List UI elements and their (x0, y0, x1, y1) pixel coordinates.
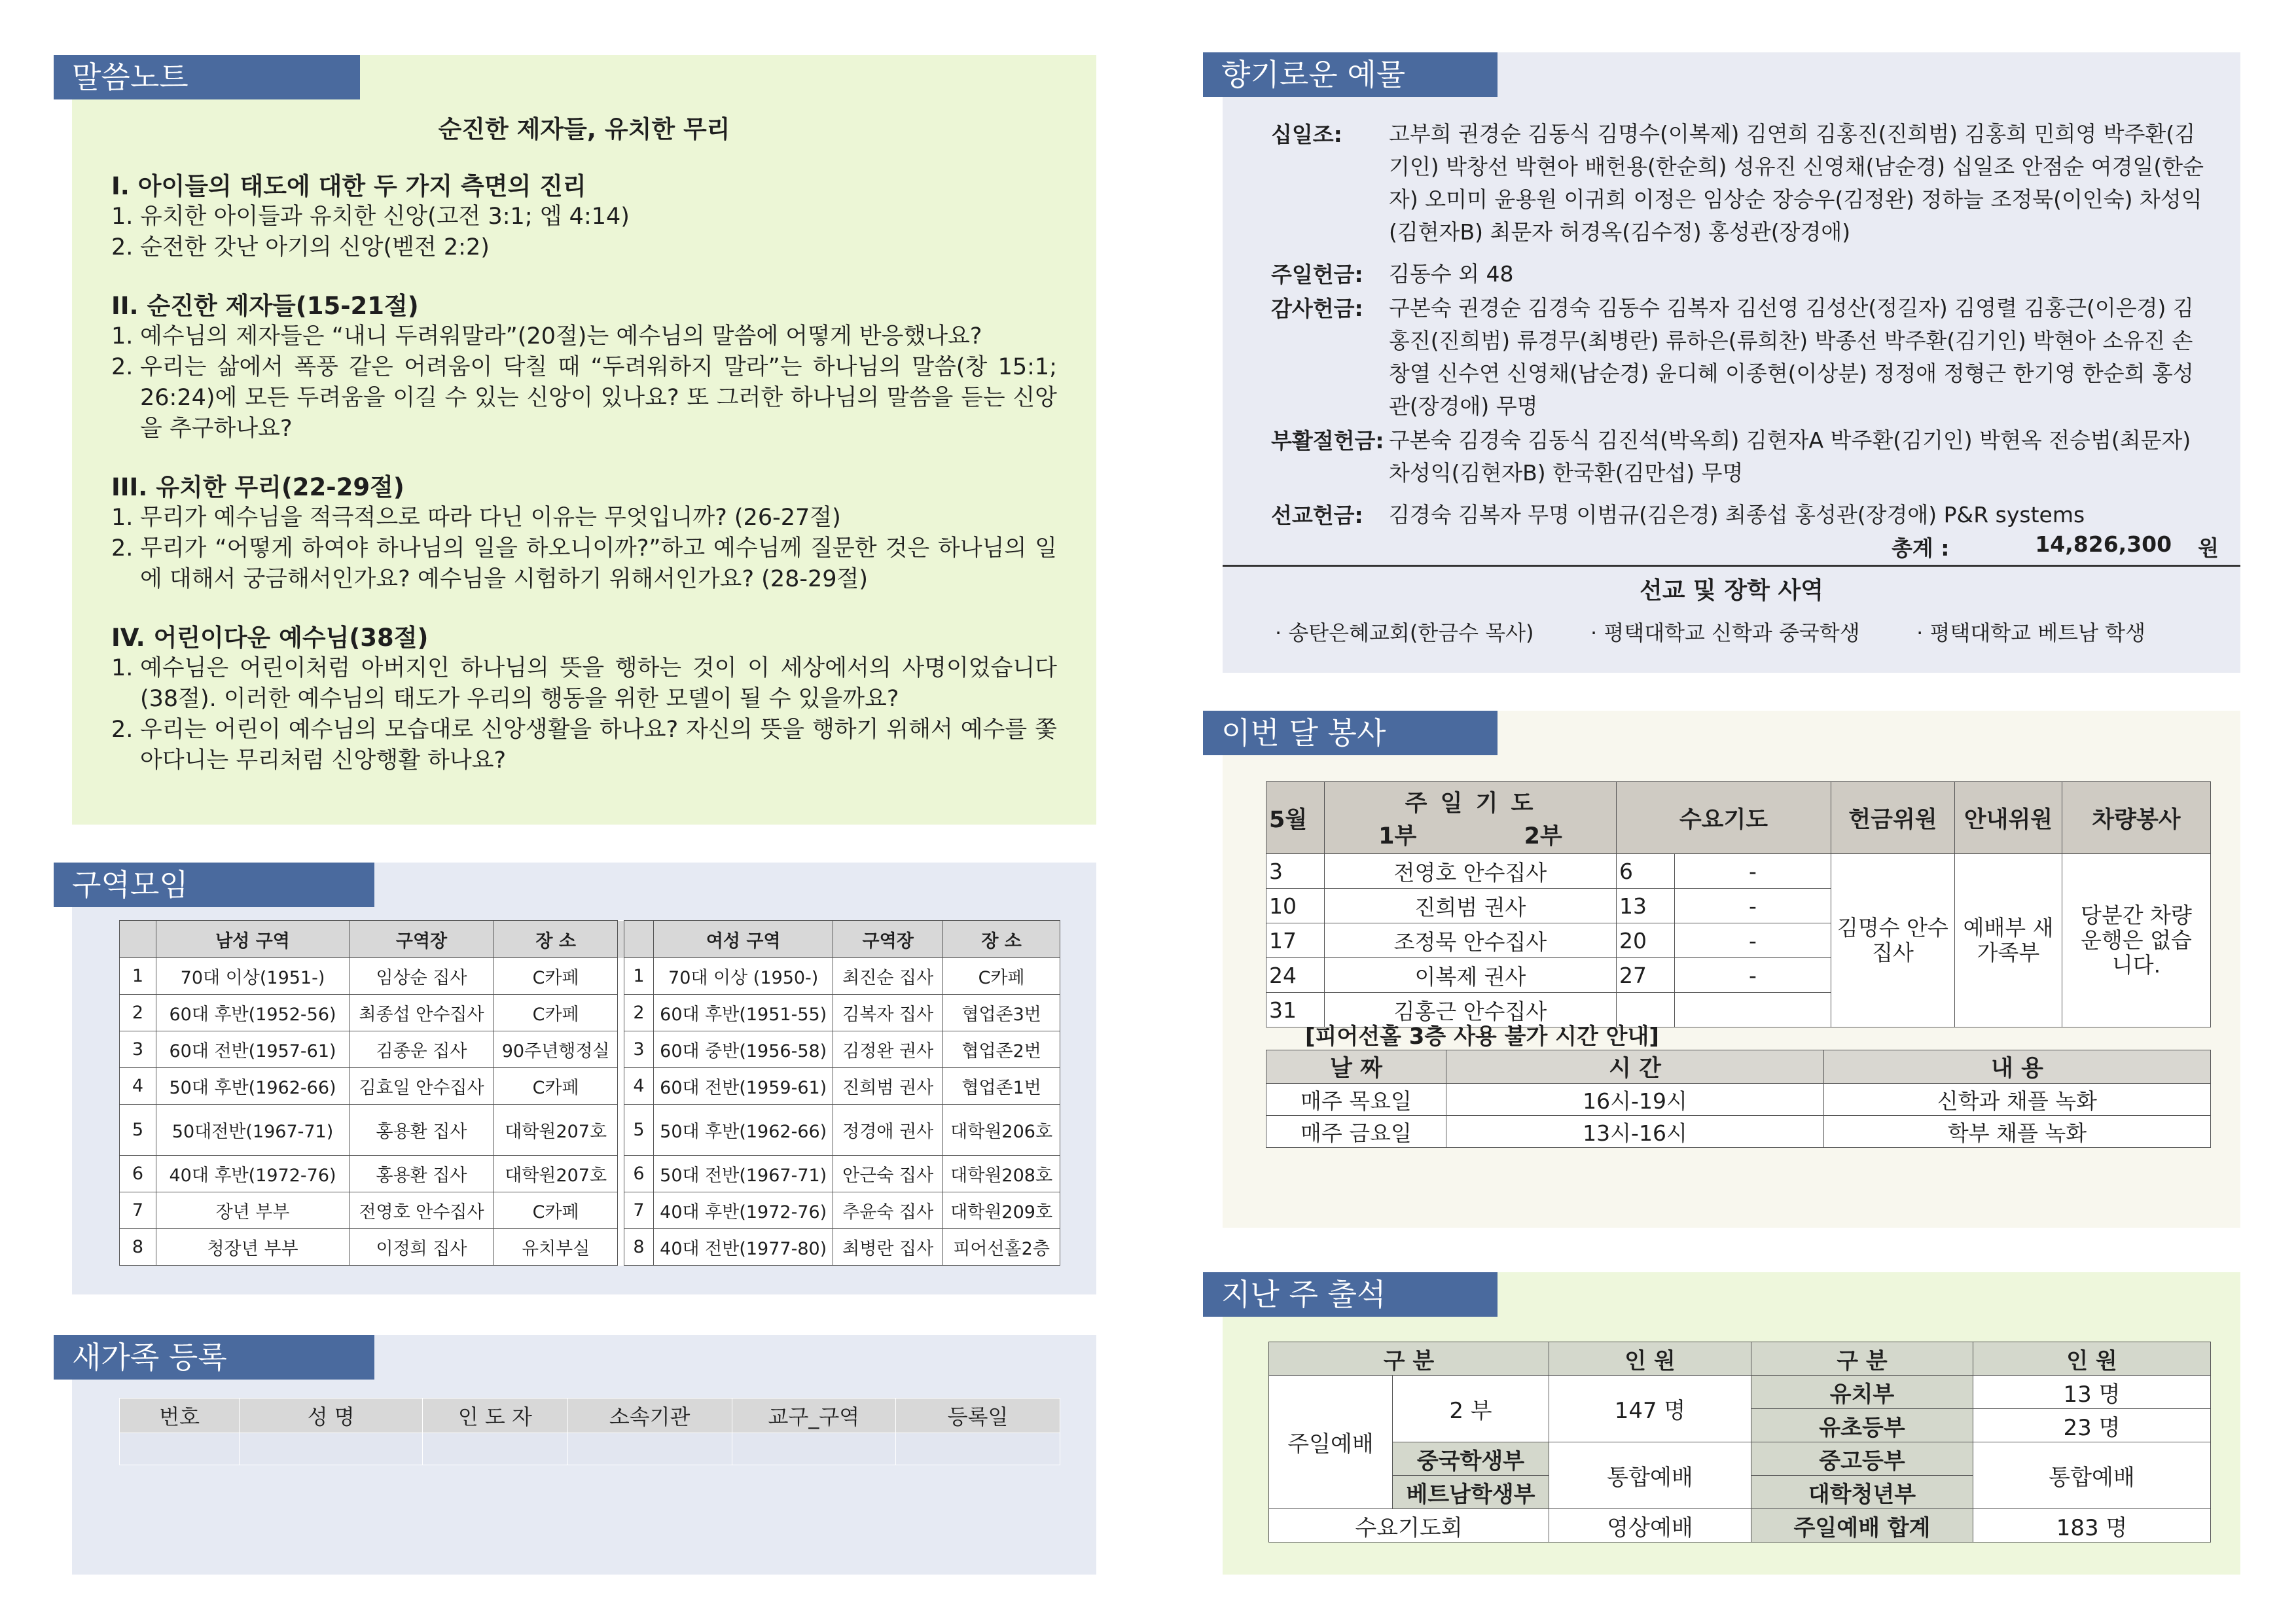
district-cell-m-area: 60대 후반(1952-56) (156, 995, 350, 1031)
district-row (120, 1229, 1060, 1266)
sermon-section (111, 622, 1057, 776)
male-place-header: 장 소 (494, 921, 618, 958)
district-cell-n: 5 (120, 1105, 156, 1156)
att-vietnam: 베트남학생부 (1393, 1476, 1549, 1509)
nf-col-date: 등록일 (896, 1399, 1060, 1433)
district-cell-m-area: 청장년 부부 (156, 1229, 350, 1266)
district-cell-f-leader: 정경애 권사 (833, 1105, 943, 1156)
district-cell-m-leader: 홍용환 집사 (350, 1156, 494, 1192)
att-elem: 유초등부 (1751, 1409, 1973, 1442)
service-wed-header: 수요기도 (1617, 782, 1831, 854)
sermon-question-number: 2. (111, 717, 134, 743)
att-cat-header-1: 구 분 (1269, 1342, 1549, 1376)
sermon-question-text: 무리가 “어떻게 하여야 하나님의 일을 하오니이까?”하고 예수님께 질문한 것은 하나님의 일에 대해서 궁금해서인가요? 예수님을 시험하기 위해서인가요? (28-29절) (140, 535, 1057, 592)
offering-label: 부활절헌금: (1271, 428, 1384, 454)
prayer-part1: 1부 (1378, 823, 1417, 849)
service-header: 이번 달 봉사 (1203, 711, 1498, 755)
district-cell-m-leader: 홍용환 집사 (350, 1105, 494, 1156)
new-family-header: 새가족 등록 (54, 1335, 374, 1380)
district-cell-f-n: 4 (624, 1068, 653, 1105)
female-place-header: 장 소 (943, 921, 1060, 958)
sermon-question (111, 202, 1057, 232)
district-cell-n: 1 (120, 958, 156, 995)
male-leader-header: 구역장 (350, 921, 494, 958)
offering-header: 향기로운 예물 (1203, 52, 1498, 97)
sermon-note-body (111, 114, 1057, 804)
service-day: 17 (1266, 923, 1325, 958)
district-cell-m-place: 90주년행정실 (494, 1031, 618, 1068)
offering-total (1892, 531, 2219, 562)
district-cell-m-leader: 최종섭 안수집사 (350, 995, 494, 1031)
service-day: 24 (1266, 958, 1325, 993)
hall-time: 13시-16시 (1446, 1116, 1824, 1148)
district-cell-n: 8 (120, 1229, 156, 1266)
att-part2-count: 147 명 (1549, 1376, 1751, 1442)
district-cell-f-area: 70대 이상 (1950-) (654, 958, 833, 995)
district-cell-m-place: 유치부실 (494, 1229, 618, 1266)
sermon-question (111, 653, 1057, 715)
district-cell-n: 7 (120, 1192, 156, 1229)
hall-row (1266, 1084, 2211, 1116)
sermon-note-header: 말씀노트 (54, 55, 360, 99)
district-cell-f-place: 대학원206호 (943, 1105, 1060, 1156)
district-cell-f-n: 3 (624, 1031, 653, 1068)
district-cell-m-place: 대학원207호 (494, 1105, 618, 1156)
service-wed-name (1675, 993, 1831, 1027)
sermon-question-number: 1. (111, 204, 134, 230)
district-row (120, 1031, 1060, 1068)
district-cell-n: 4 (120, 1068, 156, 1105)
sermon-question (111, 352, 1057, 444)
att-combined2: 통합예배 (1973, 1442, 2211, 1509)
att-college: 대학청년부 (1751, 1476, 1973, 1509)
district-cell-m-leader: 김효일 안수집사 (350, 1068, 494, 1105)
sermon-note-panel (72, 55, 1096, 825)
offering-names: 김동수 외 48 (1389, 261, 1514, 287)
sermon-section-heading: III. 유치한 무리(22-29절) (111, 473, 404, 501)
service-vehicle-header: 차량봉사 (2062, 782, 2211, 854)
district-cell-f-place: 대학원209호 (943, 1192, 1060, 1229)
service-day: 3 (1266, 854, 1325, 889)
hall-content: 학부 채플 녹화 (1824, 1116, 2211, 1148)
offering-total-label: 총계 : (1892, 535, 1950, 561)
service-prayer-name: 조정묵 안수집사 (1325, 923, 1617, 958)
service-guide-header: 안내위원 (1955, 782, 2062, 854)
offering-names: 고부희 권경순 김동식 김명수(이복제) 김연희 김홍진(진희범) 김홍희 민희영 박주환(김기인) 박창선 박현아 배헌용(한순희) 성유진 신영채(남순경) 십일조 안점순 여경일(한순자) 오미미 윤용원 이귀희 이정은 임상순 장승우(김정완) 정하늘 조정묵(이인숙) 차성익(김현자B) 최문자 허경옥(김수정) 홍성관(장경애) (1389, 121, 2204, 245)
att-part2: 2 부 (1393, 1376, 1549, 1442)
district-cell-m-place: C카페 (494, 995, 618, 1031)
female-leader-header: 구역장 (833, 921, 943, 958)
district-cell-f-leader: 안근숙 집사 (833, 1156, 943, 1192)
sermon-question-text: 우리는 어린이 예수님의 모습대로 신앙생활을 하나요? 자신의 뜻을 행하기 위해서 예수를 쫓아다니는 무리처럼 신앙행활 하나요? (140, 717, 1057, 774)
district-cell-m-area: 장년 부부 (156, 1192, 350, 1229)
district-cell-f-place: 협업존1번 (943, 1068, 1060, 1105)
mission-item-3: · 평택대학교 베트남 학생 (1916, 620, 2145, 645)
district-row (120, 1068, 1060, 1105)
sermon-question-text: 우리는 삶에서 폭풍 같은 어려움이 닥칠 때 “두려워하지 말라”는 하나님의 말씀(창 15:1; 26:24)에 모든 두려움을 이길 수 있는 신앙이 있나요? 또 그러한 하나님의 말씀을 듣는 신앙을 추구하나요? (140, 354, 1057, 442)
att-total-label: 주일예배 합계 (1751, 1509, 1973, 1543)
service-prayer-header (1325, 782, 1617, 854)
sermon-question (111, 321, 1057, 352)
female-area-header: 여성 구역 (654, 921, 833, 958)
district-cell-f-leader: 최병란 집사 (833, 1229, 943, 1266)
offering-row (1271, 292, 2214, 423)
offering-list (1271, 118, 2214, 533)
attendance-table (1268, 1342, 2211, 1543)
nf-col-name: 성 명 (240, 1399, 423, 1433)
sermon-question (111, 715, 1057, 776)
district-cell-f-area: 60대 전반(1959-61) (654, 1068, 833, 1105)
district-cell-m-area: 60대 전반(1957-61) (156, 1031, 350, 1068)
offering-row (1271, 258, 2214, 291)
district-cell-f-n: 8 (624, 1229, 653, 1266)
district-row (120, 958, 1060, 995)
hall-col-content: 내 용 (1824, 1050, 2211, 1084)
hall-content: 신학과 채플 녹화 (1824, 1084, 2211, 1116)
att-youth: 중고등부 (1751, 1442, 1973, 1476)
male-area-header: 남성 구역 (156, 921, 350, 958)
hall-date: 매주 목요일 (1266, 1084, 1446, 1116)
district-cell-f-area: 40대 후반(1972-76) (654, 1192, 833, 1229)
att-elem-count: 23 명 (1973, 1409, 2211, 1442)
mission-item-2: · 평택대학교 신학과 중국학생 (1590, 620, 1860, 645)
district-cell-m-leader: 이정희 집사 (350, 1229, 494, 1266)
district-row (120, 995, 1060, 1031)
offering-row (1271, 118, 2214, 249)
district-cell-f-area: 40대 전반(1977-80) (654, 1229, 833, 1266)
district-cell-f-leader: 진희범 권사 (833, 1068, 943, 1105)
att-wed: 수요기도회 (1269, 1509, 1549, 1543)
sermon-question-number: 2. (111, 234, 134, 260)
sermon-section (111, 171, 1057, 263)
service-wed-day: 27 (1617, 958, 1675, 993)
hall-row (1266, 1116, 2211, 1148)
service-wed-name: - (1675, 889, 1831, 923)
att-people-header-2: 인 원 (1973, 1342, 2211, 1376)
district-cell-f-area: 60대 중반(1956-58) (654, 1031, 833, 1068)
district-row (120, 1156, 1060, 1192)
district-cell-m-place: 대학원207호 (494, 1156, 618, 1192)
hall-col-date: 날 짜 (1266, 1050, 1446, 1084)
offering-label: 감사헌금: (1271, 296, 1363, 321)
service-guide-name: 예배부 새가족부 (1955, 854, 2062, 1027)
service-month: 5월 (1266, 782, 1325, 854)
service-prayer-name: 이복제 권사 (1325, 958, 1617, 993)
district-cell-n: 2 (120, 995, 156, 1031)
district-cell-f-leader: 김정완 권사 (833, 1031, 943, 1068)
offering-names: 구본숙 권경순 김경숙 김동수 김복자 김선영 김성산(정길자) 김영렬 김홍근(이은경) 김홍진(진희범) 류경무(최병란) 류하은(류희찬) 박종선 박주환(김기인) 박현아 소유진 손창열 신수연 신영채(남순경) 윤디혜 이종현(이상분) 정정애 정형근 한기영 한순희 홍성관(장경애) 무명 (1389, 295, 2194, 419)
sermon-question (111, 503, 1057, 533)
hall-date: 매주 금요일 (1266, 1116, 1446, 1148)
offering-names: 김경숙 김복자 무명 이범규(김은경) 최종섭 홍성관(장경애) P&R systems (1389, 502, 2085, 527)
sermon-question-text: 유치한 아이들과 유치한 신앙(고전 3:1; 엡 4:14) (140, 204, 630, 230)
service-wed-name: - (1675, 923, 1831, 958)
district-cell-f-place: 피어선홀2층 (943, 1229, 1060, 1266)
district-cell-f-area: 50대 전반(1967-71) (654, 1156, 833, 1192)
service-wed-name: - (1675, 854, 1831, 889)
offering-total-value: 14,826,300 (2035, 531, 2172, 557)
district-cell-m-leader: 김종운 집사 (350, 1031, 494, 1068)
nf-empty-row (120, 1433, 1060, 1465)
service-vehicle-note: 당분간 차량운행은 없습니다. (2062, 854, 2211, 1027)
offering-label: 십일조: (1271, 122, 1342, 147)
district-cell-m-area: 40대 후반(1972-76) (156, 1156, 350, 1192)
mission-title: 선교 및 장학 사역 (1639, 577, 1824, 604)
district-cell-f-place: 협업존2번 (943, 1031, 1060, 1068)
service-row (1266, 854, 2211, 889)
district-cell-f-place: 협업존3번 (943, 995, 1060, 1031)
service-wed-name: - (1675, 958, 1831, 993)
offering-divider (1223, 565, 2240, 567)
mission-list (1275, 616, 2231, 647)
new-family-table (119, 1398, 1060, 1465)
district-cell-f-area: 60대 후반(1951-55) (654, 995, 833, 1031)
district-cell-f-leader: 김복자 집사 (833, 995, 943, 1031)
district-table (119, 920, 1060, 1266)
district-cell-f-n: 7 (624, 1192, 653, 1229)
hall-table (1266, 1050, 2211, 1148)
offering-label: 주일헌금: (1271, 262, 1363, 287)
service-wed-day: 6 (1617, 854, 1675, 889)
prayer-title: 주 일 기 도 (1405, 790, 1536, 817)
hall-time: 16시-19시 (1446, 1084, 1824, 1116)
offering-names: 구본숙 김경숙 김동식 김진석(박옥희) 김현자A 박주환(김기인) 박현옥 전승범(최문자) 차성익(김현자B) 한국환(김만섭) 무명 (1389, 427, 2191, 486)
district-row (120, 1192, 1060, 1229)
district-cell-f-place: C카페 (943, 958, 1060, 995)
nf-col-district: 교구_구역 (732, 1399, 896, 1433)
sermon-question (111, 232, 1057, 263)
att-people-header-1: 인 원 (1549, 1342, 1751, 1376)
sermon-question (111, 533, 1057, 595)
att-kinder-count: 13 명 (1973, 1376, 2211, 1409)
service-wed-day: 13 (1617, 889, 1675, 923)
att-cat-header-2: 구 분 (1751, 1342, 1973, 1376)
service-table (1266, 781, 2211, 1027)
sermon-question-text: 무리가 예수님을 적극적으로 따라 다닌 이유는 무엇입니까? (26-27절) (140, 505, 841, 531)
offering-total-unit: 원 (2198, 535, 2219, 561)
sermon-question-number: 2. (111, 535, 134, 562)
sermon-question-number: 1. (111, 323, 134, 349)
offering-row (1271, 499, 2214, 531)
district-cell-n: 3 (120, 1031, 156, 1068)
district-cell-f-n: 1 (624, 958, 653, 995)
district-cell-f-n: 5 (624, 1105, 653, 1156)
att-combined: 통합예배 (1549, 1442, 1751, 1509)
sermon-section (111, 291, 1057, 444)
service-offering-header: 헌금위원 (1831, 782, 1955, 854)
district-cell-m-area: 50대 후반(1962-66) (156, 1068, 350, 1105)
offering-label: 선교헌금: (1271, 503, 1363, 528)
hall-col-time: 시 간 (1446, 1050, 1824, 1084)
district-cell-n: 6 (120, 1156, 156, 1192)
sermon-question-text: 예수님의 제자들은 “내니 두려워말라”(20절)는 예수님의 말씀에 어떻게 반응했나요? (140, 323, 982, 349)
district-cell-m-leader: 전영호 안수집사 (350, 1192, 494, 1229)
nf-col-org: 소속기관 (567, 1399, 732, 1433)
district-cell-f-n: 2 (624, 995, 653, 1031)
attendance-header: 지난 주 출석 (1203, 1272, 1498, 1317)
district-cell-m-place: C카페 (494, 1192, 618, 1229)
nf-col-guide: 인 도 자 (422, 1399, 567, 1433)
district-cell-m-place: C카페 (494, 1068, 618, 1105)
district-cell-m-leader: 임상순 집사 (350, 958, 494, 995)
district-cell-m-place: C카페 (494, 958, 618, 995)
service-offering-name: 김명수 안수집사 (1831, 854, 1955, 1027)
att-sunday: 주일예배 (1269, 1376, 1393, 1509)
district-row (120, 1105, 1060, 1156)
service-prayer-name: 진희범 권사 (1325, 889, 1617, 923)
sermon-section (111, 472, 1057, 595)
nf-col-number: 번호 (120, 1399, 240, 1433)
district-header: 구역모임 (54, 863, 374, 907)
sermon-section-heading: IV. 어린이다운 예수님(38절) (111, 624, 429, 652)
sermon-title: 순진한 제자들, 유치한 무리 (438, 115, 730, 143)
offering-row (1271, 424, 2214, 490)
att-kinder: 유치부 (1751, 1376, 1973, 1409)
service-prayer-name: 김홍근 안수집사 (1325, 993, 1617, 1027)
hall-title: [피어선홀 3층 사용 불가 시간 안내] (1305, 1024, 1659, 1050)
district-cell-f-leader: 추윤숙 집사 (833, 1192, 943, 1229)
service-wed-day: 20 (1617, 923, 1675, 958)
prayer-part2: 2부 (1524, 823, 1562, 849)
district-cell-f-leader: 최진순 집사 (833, 958, 943, 995)
sermon-question-number: 1. (111, 655, 134, 681)
district-cell-m-area: 70대 이상(1951-) (156, 958, 350, 995)
district-cell-m-area: 50대전반(1967-71) (156, 1105, 350, 1156)
sermon-question-text: 순전한 갓난 아기의 신앙(벧전 2:2) (140, 234, 490, 260)
district-cell-f-area: 50대 후반(1962-66) (654, 1105, 833, 1156)
district-cell-f-place: 대학원208호 (943, 1156, 1060, 1192)
sermon-question-number: 2. (111, 354, 134, 380)
service-day: 10 (1266, 889, 1325, 923)
att-video: 영상예배 (1549, 1509, 1751, 1543)
sermon-question-number: 1. (111, 505, 134, 531)
service-prayer-name: 전영호 안수집사 (1325, 854, 1617, 889)
district-cell-f-n: 6 (624, 1156, 653, 1192)
sermon-question-text: 예수님은 어린이처럼 아버지인 하나님의 뜻을 행하는 것이 이 세상에서의 사명이었습니다(38절). 이러한 예수님의 태도가 우리의 행동을 위한 모델이 될 수 있을까요? (140, 655, 1057, 712)
sermon-section-heading: I. 아이들의 태도에 대한 두 가지 측면의 진리 (111, 172, 586, 200)
sermon-section-heading: II. 순진한 제자들(15-21절) (111, 292, 419, 320)
mission-item-1: · 송탄은혜교회(한금수 목사) (1275, 620, 1534, 645)
service-day: 31 (1266, 993, 1325, 1027)
att-total-count: 183 명 (1973, 1509, 2211, 1543)
att-chinese: 중국학생부 (1393, 1442, 1549, 1476)
